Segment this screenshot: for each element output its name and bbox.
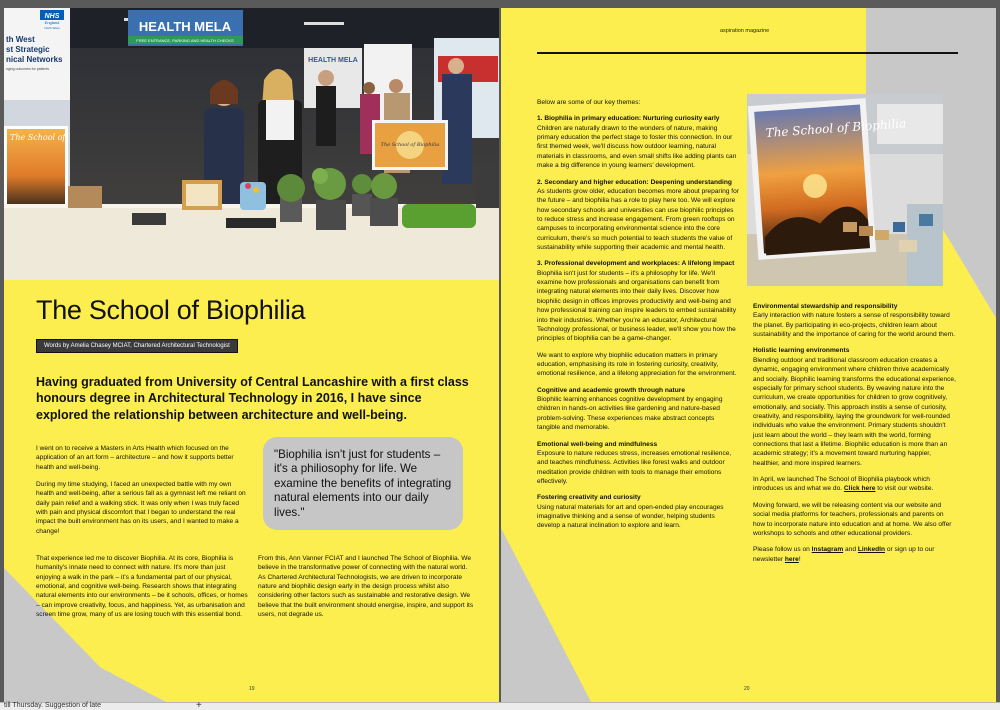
easel-title-text: The School of Biophilia (765, 116, 907, 141)
creativity-heading: Fostering creativity and curiosity (537, 494, 641, 502)
pull-quote: "Biophilia isn't just for students – it's a philiosophy for life. We examine the benefits of integrating natural elements into our daily lives." (263, 437, 463, 530)
header-rule (537, 52, 958, 54)
theme-3-text: Biophilia isn't just for students – it's a philosophy for life. We'll examine how professionals and organisations can benefit from integrating natural elements into their daily lives. Discover how biophilic design in offices improves productivity and well-being and how professional training can inspire leaders to embed sustainability into their industries. Whether you're an educator, Architectural Technology professional, or business leader, we'll show you how the principles of biophilia can be a game-changer. (537, 269, 737, 343)
follow-paragraph (753, 545, 957, 564)
cognitive-heading: Cognitive and academic growth through nature (537, 386, 686, 394)
emotional-heading: Emotional well-being and mindfulness (537, 440, 658, 448)
nhs-sub: England (44, 20, 60, 25)
themes-column-1 (537, 98, 739, 531)
follow-end: ! (798, 555, 801, 563)
theme-1-heading: 1. Biophilia in primary education: Nurturing curiosity early (537, 115, 720, 123)
follow-pre: Please follow us on (753, 546, 810, 554)
easel-card-text: The School of Biophilia (380, 142, 440, 148)
april-text: In April, we launched The School of Biophilia playbook which introduces us and what we do. (753, 476, 930, 493)
theme-2-text: As students grow older, education becomes more about preparing for the future – and biophilia has a role to play here too. We will explore how secondary schools and universities can use biophilic principles to reduce stress and increase engagement. From green rooftops on campuses to incorporating environmental science into the core curriculum, there's so much potential to teach students the value of sustainability while supporting their academic and mental health. (537, 187, 739, 252)
easel-photo-illustration (747, 94, 943, 286)
click-here-link[interactable]: Click here (843, 485, 876, 493)
event-photo-illustration (4, 8, 499, 280)
side-banner-line-2: st Strategic (6, 45, 50, 54)
paragraph-1: I went on to receive a Masters in Arts Health which focused on the application of an art form – architecture – and how it supports better health and well-being. (36, 445, 234, 471)
grey-bottom-left-decoration (501, 528, 591, 702)
linkedin-link[interactable]: LinkedIn (857, 546, 885, 554)
follow-and: and (845, 546, 857, 554)
easel-left-text: The School of (10, 133, 66, 142)
bottom-strip (0, 702, 1000, 710)
right-page (501, 8, 996, 702)
plus-icon[interactable]: + (196, 700, 202, 710)
bottom-strip-text: till Thursday. Suggestion of late (4, 702, 102, 709)
stewardship-heading: Environmental stewardship and responsibility (753, 303, 898, 310)
stewardship-text: Early interaction with nature fosters a sense of responsibility toward the planet. By participating in eco-projects, children learn about sustainability and the importance of caring for the world around them. (753, 312, 955, 339)
banner-sub-text: FREE ENTRANCE, PARKING AND HEALTH CHECKS (136, 38, 234, 43)
page-number-right: 20 (744, 686, 750, 692)
explore-paragraph: We want to explore why biophilic education matters in primary education, emphasising its role in fostering curiosity, creativity, emotional resilience, and a lifelong appreciation for the environment. (537, 351, 737, 378)
page-number-left: 19 (249, 686, 255, 692)
magazine-label: aspiration magazine (720, 28, 770, 34)
side-banner-small: nging outcomes for patients (6, 67, 49, 71)
forward-paragraph: Moving forward, we will be releasing content via our website and social media platforms for teachers, professionals and parents on how to incorporate nature into education and at home. We also offer workshops to schools and other educational providers. (753, 501, 952, 537)
banner-right-text: HEALTH MELA (308, 57, 358, 64)
april-paragraph (753, 475, 957, 494)
side-banner-line-3: nical Networks (6, 55, 63, 64)
follow-mid: or sign up to our newsletter (753, 546, 935, 563)
school-of-biophilia-photo (747, 94, 943, 286)
byline-badge: Words by Amelia Chasey MCIAT, Chartered Architectural Technologist (36, 339, 238, 353)
theme-1-text: Children are naturally drawn to the wonders of nature, making primary education the perfect stage to foster this connection. In our first themed week, we'll discuss how outdoor learning, natural materials in classrooms, and even small shifts like adding plants can make a big difference in young learners' development. (537, 124, 737, 170)
themes-intro: Below are some of our key themes: (537, 99, 641, 106)
health-mela-photo (4, 8, 499, 280)
article-title: The School of Biophilia (36, 295, 306, 325)
emotional-text: Exposure to nature reduces stress, increases emotional resilience, and teaches mindfulness. Activities like forest walks and outdoor meditation provide children with tools to manage their emotions effectively. (537, 449, 732, 485)
instagram-link[interactable]: Instagram (811, 546, 844, 554)
paragraph-4: From this, Ann Vanner FCIAT and I launched The School of Biophilia. We believe in the transformative power of connecting with the natural world. As Chartered Architectural Technologists, we are driven to incorporate nature and biophilic design early in the design process whilst also considering other factors such as sustainable and restorative design. We believe that the built environment should energise, inspire, and support its users, not degrade us. (258, 555, 474, 619)
paragraph-3: That experience led me to discover Biophilia. At its core, Biophilia is humanity's innate need to connect with nature. It's more than just enjoying a walk in the park – it's a fundamental part of our physical, emotional, and cognitive well-being. Research shows that integrating natural elements into our environments – be it schools, offices, or homes – can improve creativity, focus, and happiness. Yet, as urbanisation and screen time grow, many of us are losing touch with this essential bond. (36, 555, 248, 619)
holistic-heading: Holistic learning environments (753, 347, 850, 355)
paragraph-2: During my time studying, I faced an unexpected battle with my own health and well-being, after a serious fall as a gymnast left me reliant on daily pain relief and a walking stick. It was only when I was truly faced with pain and physical discomfort that I began to understand the real impact the built environment has on its users, and I wanted to make a change! (36, 481, 246, 535)
banner-top-text: HEALTH MELA (138, 19, 232, 34)
creativity-text: Using natural materials for art and open-ended play encourages imaginative thinking and a sense of wonder, helping students develop a natural inclination to explore and learn. (537, 503, 724, 530)
nhs-region: North West (44, 26, 60, 30)
cognitive-text: Biophilic learning enhances cognitive development by engaging children in hands-on activities like gardening and nature-based problem-solving. These experiences make abstract concepts tangible and memorable. (537, 396, 723, 432)
nhs-logo: NHS (44, 13, 60, 20)
april-end-text: to visit our website. (877, 485, 934, 493)
theme-3-heading: 3. Professional development and workplaces: A lifelong impact (537, 260, 735, 268)
themes-column-2 (753, 302, 957, 564)
newsletter-here-link[interactable]: here (784, 555, 799, 563)
lead-paragraph: Having graduated from University of Central Lancashire with a first class honours degree in Architectural Technology in 2016, I have since explored the relationship between architecture and well-being. (36, 375, 469, 422)
theme-2-heading: 2. Secondary and higher education: Deepening understanding (537, 178, 732, 186)
side-banner-line-1: th West (6, 35, 35, 44)
holistic-text: Blending outdoor and traditional classroom education creates a dynamic, engaging environment where children thrive academically and socially. Biophilic learning transforms the educational experience, especially for primary school students. By weaving nature into the curriculum, we create opportunities for children to grow cognitively, emotionally, and socially. This approach instils a sense of curiosity, creativity, and responsibility, laying the groundwork for well-rounded individuals who value the environment. Primary students shouldn't just learn about the world – they learn with the world, forming connections that last a lifetime. Biophilic education is more than an academic strategy; it's a movement toward nurturing happier, healthier, and more inspired learners. (753, 356, 956, 467)
left-page (4, 8, 499, 702)
